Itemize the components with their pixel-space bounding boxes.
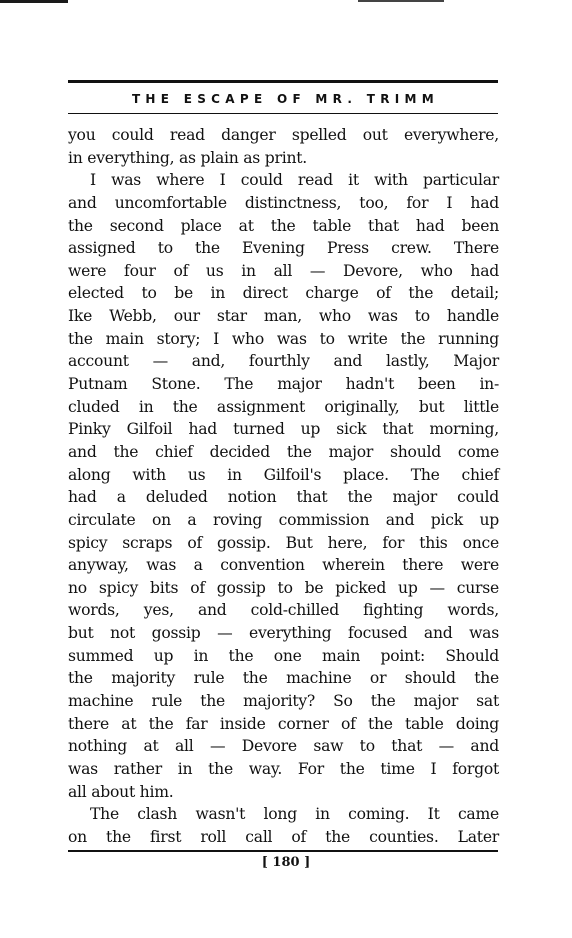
text-line: the main story; I who was to write the running [68, 329, 499, 348]
text-line: anyway, was a convention wherein there were [68, 556, 499, 575]
text-line: and uncomfortable distinctness, too, for I had [68, 193, 499, 212]
text-line: there at the far inside corner of the table doing [68, 714, 499, 733]
footer-rule [68, 850, 498, 852]
scan-edge-mark-left [0, 0, 68, 3]
text-line: nothing at all — Devore saw to that — and [68, 737, 499, 756]
page-number: [ 180 ] [261, 855, 311, 870]
text-line: along with us in Gilfoil's place. The chief [68, 465, 499, 484]
text-line: but not gossip — everything focused and was [68, 624, 499, 643]
running-head [68, 80, 498, 114]
scan-edge-mark-right [358, 0, 444, 2]
text-line: elected to be in direct charge of the detail; [68, 284, 499, 303]
text-line: was rather in the way. For the time I forgot [68, 759, 499, 778]
text-line: words, yes, and cold-chilled fighting words, [68, 601, 499, 620]
text-line: in everything, as plain as print. [68, 148, 307, 167]
text-line: the majority rule the machine or should the [68, 669, 499, 688]
text-line: assigned to the Evening Press crew. There [68, 239, 499, 258]
text-line: Ike Webb, our star man, who was to handle [68, 307, 499, 326]
text-line: account — and, fourthly and lastly, Major [68, 352, 499, 371]
text-line: and the chief decided the major should come [68, 442, 499, 461]
text-line: Putnam Stone. The major hadn't been in- [68, 375, 499, 394]
text-line: you could read danger spelled out everywhere, [68, 126, 499, 144]
text-line: I was where I could read it with particular [90, 171, 499, 190]
text-line: were four of us in all — Devore, who had [68, 261, 499, 280]
text-line: The clash wasn't long in coming. It came [90, 805, 499, 824]
text-line: on the first roll call of the counties. Later [68, 827, 499, 846]
text-line: cluded in the assignment originally, but little [68, 397, 499, 416]
text-line: circulate on a roving commission and pick up [68, 510, 499, 529]
text-line: all about him. [68, 782, 174, 801]
text-line: summed up in the one main point: Should [68, 646, 499, 665]
text-line: the second place at the table that had been [68, 216, 499, 235]
text-line: machine rule the majority? So the major sat [68, 692, 499, 711]
text-line: spicy scraps of gossip. But here, for this once [68, 533, 499, 552]
text-line: had a deluded notion that the major could [68, 488, 499, 507]
body-text [68, 124, 499, 849]
text-line: Pinky Gilfoil had turned up sick that morning, [68, 420, 499, 439]
running-head-title: THE ESCAPE OF MR. TRIMM [131, 92, 440, 106]
text-line: no spicy bits of gossip to be picked up — curse [68, 578, 499, 597]
